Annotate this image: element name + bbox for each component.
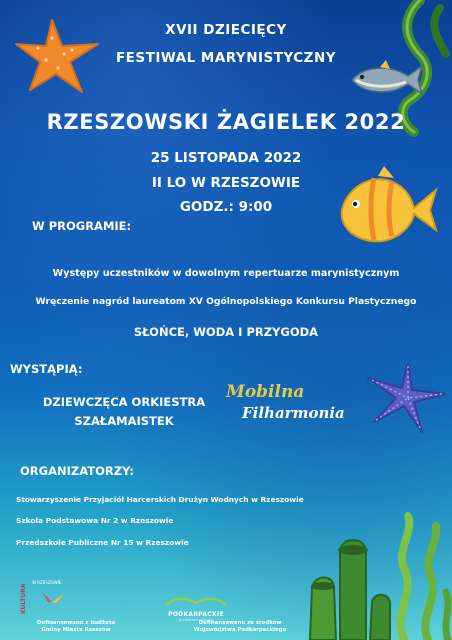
logo-mobilna: Mobilna (226, 382, 305, 402)
podkarpackie-wave-icon (164, 597, 228, 607)
program-heading: W PROGRAMIE: (32, 219, 132, 233)
podkarpackie-label: PODKARPACKIE (168, 611, 224, 618)
funding-left-line2: Gminy Miasta Rzeszów (41, 627, 111, 634)
funding-left (20, 620, 132, 635)
mobilna-filharmonia-logo (226, 382, 356, 432)
event-time: GODZ.: 9:00 (179, 199, 273, 215)
festival-title: RZESZOWSKI ŻAGIELEK 2022 (46, 110, 406, 134)
organizer-item: Stowarzyszenie Przyjaciół Harcerskich Drużyn Wodnych w Rzeszowie (16, 495, 304, 504)
performers-heading: WYSTĄPIĄ: (10, 362, 83, 376)
event-date: 25 LISTOPADA 2022 (150, 150, 302, 166)
kultura-label: KULTURA (20, 583, 27, 614)
kultura-rzeszow-logo (20, 578, 80, 618)
organizer-item: Szkoła Podstawowa Nr 2 w Rzeszowie (16, 516, 174, 525)
event-place: II LO W RZESZOWIE (151, 175, 301, 191)
logo-filharmonia: Filharmonia (242, 404, 345, 422)
funding-left-line1: Dofinansowano z budżetu (36, 620, 116, 626)
funding-right (178, 620, 302, 635)
podkarpackie-sub: przestrzeń otwarta (179, 618, 213, 622)
funding-right-line1: Dofinansowano ze środków (198, 620, 282, 626)
program-item: Wręczenie nagród laureatom XV Ogólnopolskiego Konkursu Plastycznego (35, 296, 417, 307)
funding-right-line2: Województwa Podkarpackiego (193, 627, 287, 634)
festival-name: FESTIWAL MARYNISTYCZNY (115, 50, 337, 66)
program-motto: SŁOŃCE, WODA I PRZYGODA (133, 325, 319, 339)
festival-edition: XVII DZIECIĘCY (165, 22, 287, 38)
kultura-sub: W RZESZOWIE (32, 580, 62, 585)
organizer-item: Przedszkole Publiczne Nr 15 w Rzeszowie (16, 538, 189, 547)
performer-group-line2: SZAŁAMAISTEK (74, 414, 174, 428)
program-item: Występy uczestników w dowolnym repertuarze marynistycznym (52, 268, 400, 279)
kultura-mark-icon (38, 590, 66, 614)
performer-group-line1: DZIEWCZĘCA ORKIESTRA (42, 395, 206, 409)
podkarpackie-logo (160, 592, 232, 622)
seaweed-bottom-icon (296, 512, 452, 640)
blue-starfish-icon (364, 360, 448, 434)
organizers-heading: ORGANIZATORZY: (20, 464, 134, 478)
